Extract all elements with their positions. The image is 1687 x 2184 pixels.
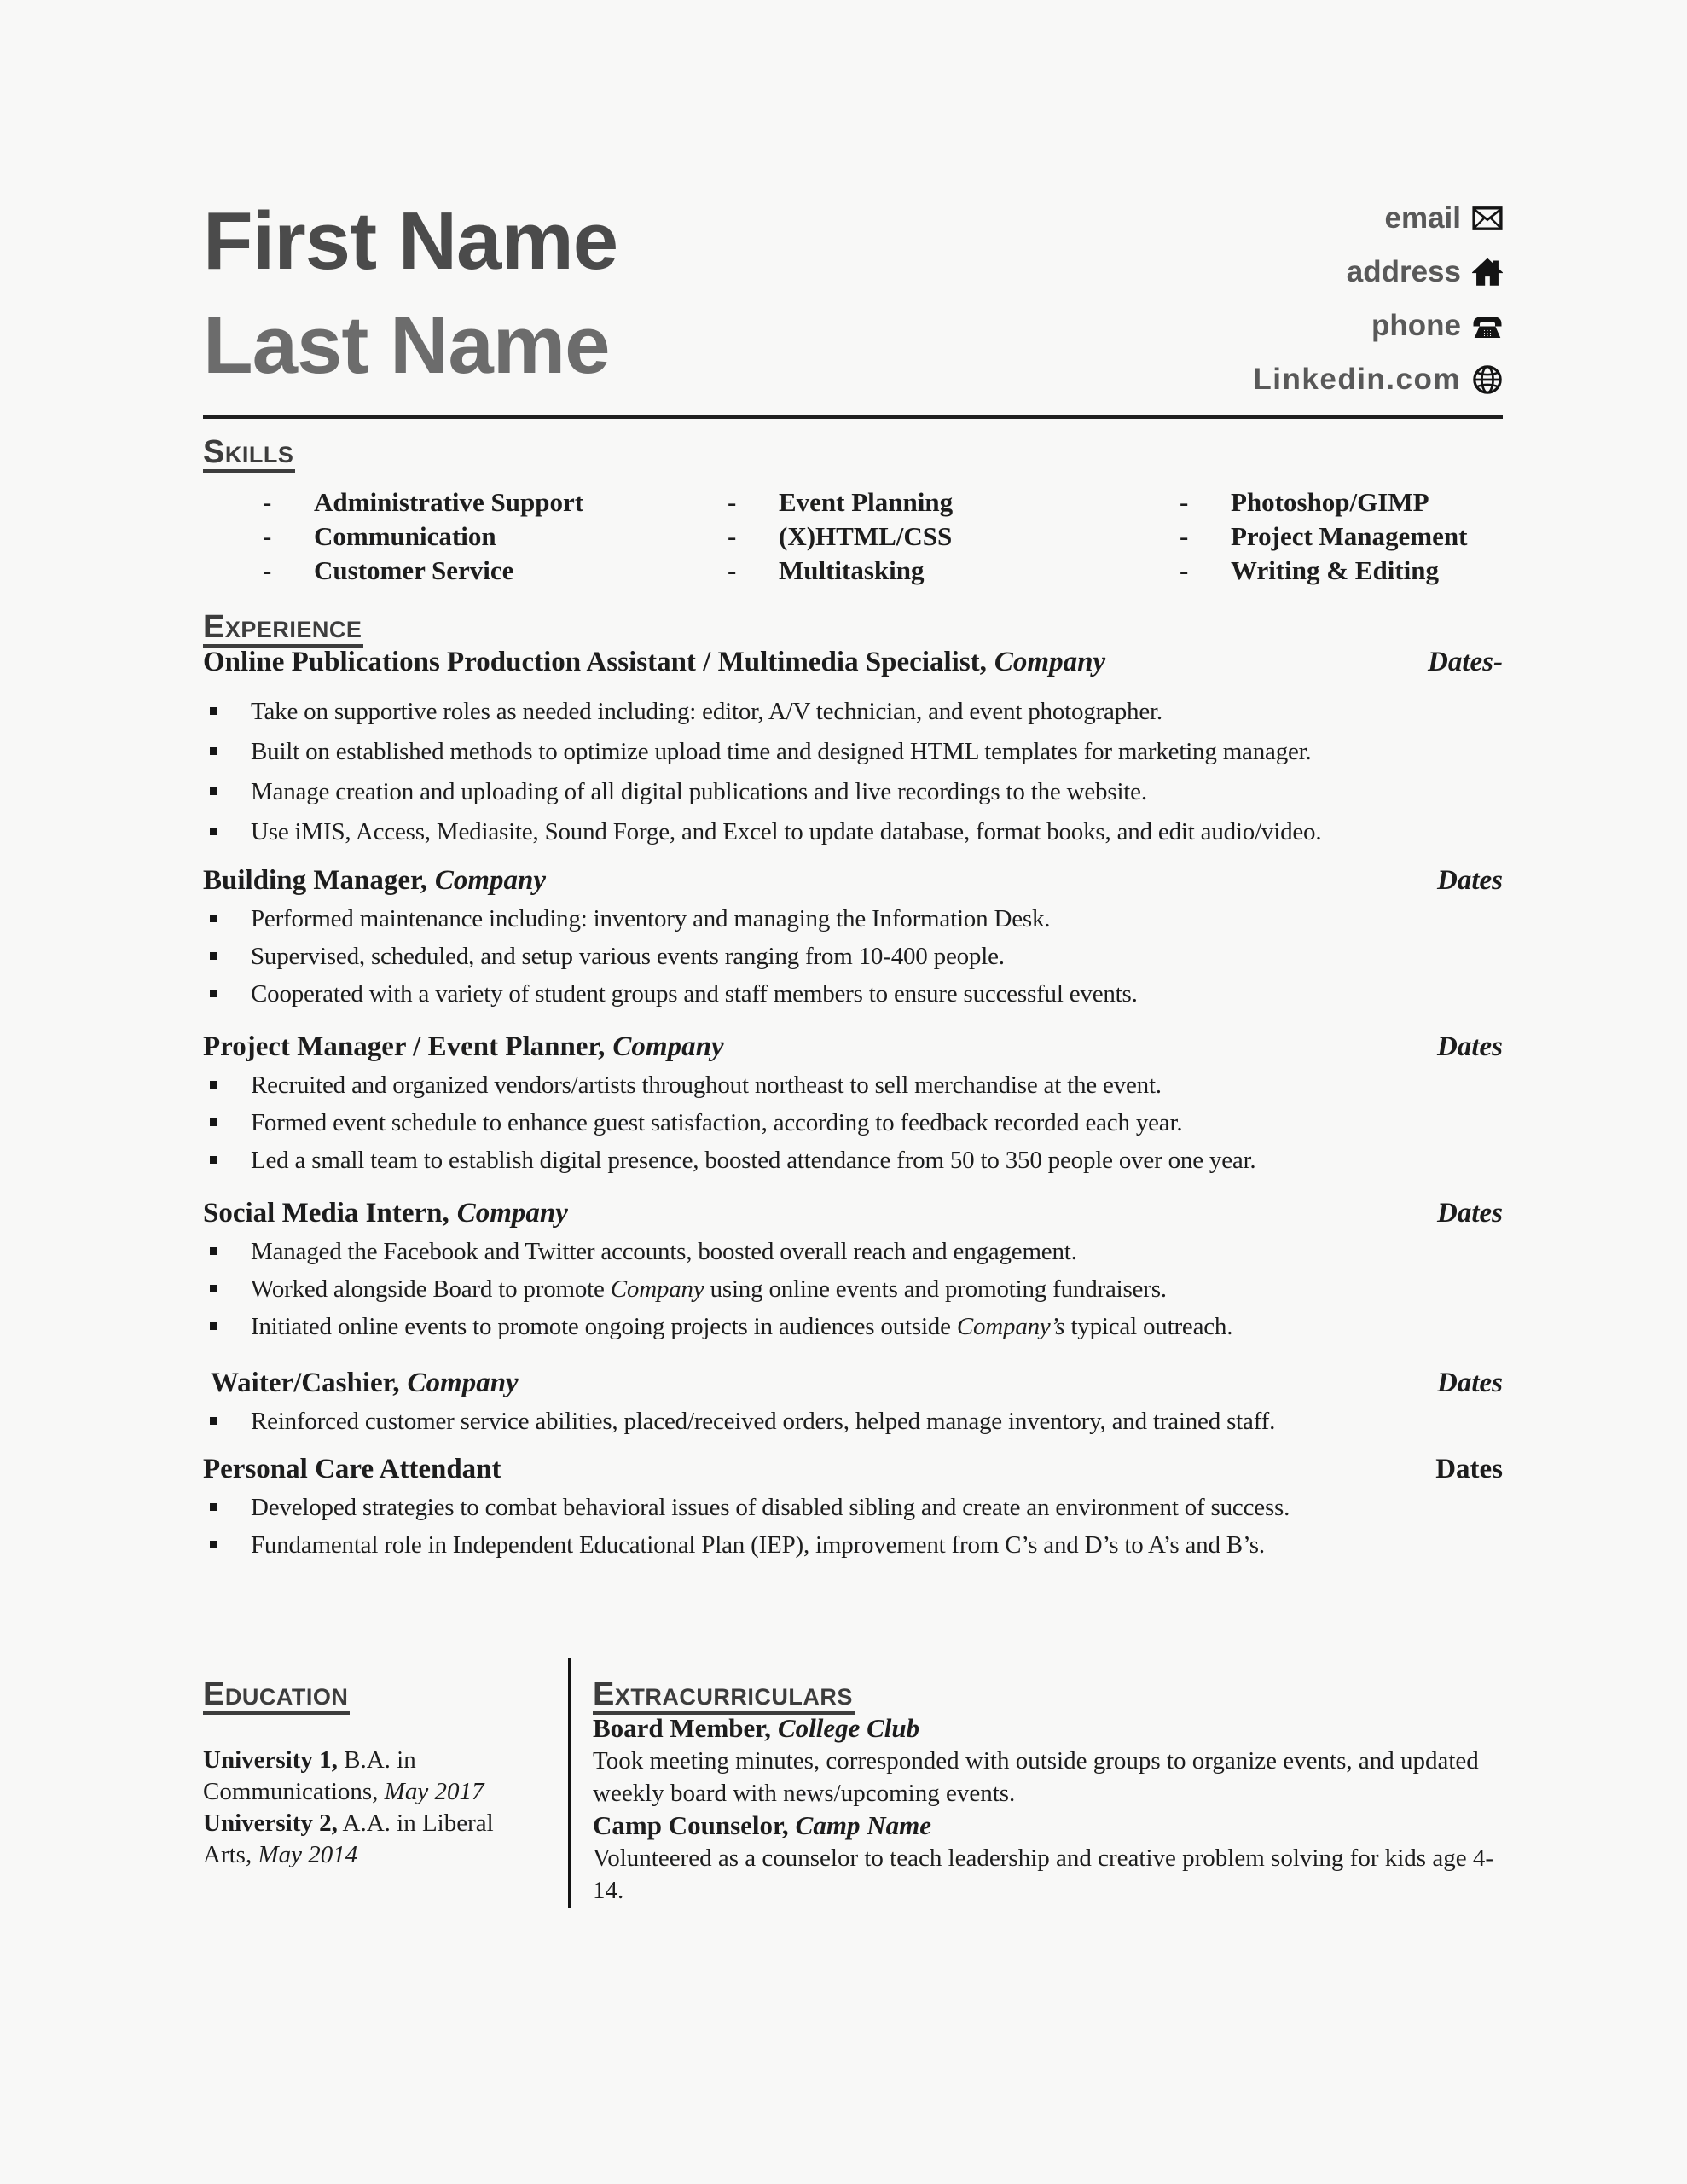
contact-block <box>1253 191 1503 406</box>
dash-bullet-icon: - <box>1180 521 1189 551</box>
job-entry <box>203 862 1503 1013</box>
job-entry <box>203 1364 1503 1440</box>
job-dates: Dates <box>1437 865 1503 896</box>
skill-column <box>728 485 1180 588</box>
job-dates: Dates <box>1437 1198 1503 1228</box>
job-bullets <box>203 1066 1503 1179</box>
contact-row-phone <box>1253 299 1503 352</box>
extracurricular-org: College Club <box>777 1713 920 1743</box>
dash-bullet-icon: - <box>728 521 737 551</box>
skill-label: Writing & Editing <box>1231 555 1440 585</box>
bullet-text: Reinforced customer service abilities, placed/received orders, helped manage inventory, and trained staff. <box>251 1408 1276 1435</box>
square-bullet-icon <box>210 1417 217 1425</box>
extracurricular-role: Camp Counselor, <box>593 1810 789 1840</box>
dash-bullet-icon: - <box>1180 487 1189 517</box>
square-bullet-icon <box>210 1285 217 1292</box>
job-title: Personal Care Attendant <box>203 1454 501 1484</box>
bullet-item <box>203 1403 1503 1440</box>
job-entry <box>203 643 1503 852</box>
job-company: Company <box>612 1031 724 1062</box>
extracurriculars-heading: Extracurriculars <box>593 1677 855 1715</box>
experience-jobs <box>203 643 1503 1564</box>
job-title: Online Publications Production Assistant / Multimedia Specialist, <box>203 647 987 677</box>
extracurricular-description: Volunteered as a counselor to teach leadership and creative problem solving for kids age 4-14. <box>593 1844 1493 1904</box>
bullet-text: Led a small team to establish digital presence, boosted attendance from 50 to 350 people over one year. <box>251 1147 1256 1174</box>
bullet-text: Recruited and organized vendors/artists throughout northeast to sell merchandise at the event. <box>251 1072 1162 1099</box>
square-bullet-icon <box>210 915 217 922</box>
bullet-item <box>203 1141 1503 1179</box>
education-date: May 2017 <box>384 1778 484 1805</box>
job-title: Waiter/Cashier, <box>211 1368 400 1398</box>
square-bullet-icon <box>210 1081 217 1089</box>
job-entry <box>203 1028 1503 1179</box>
skill-label: Administrative Support <box>314 487 584 517</box>
square-bullet-icon <box>210 1541 217 1548</box>
bullet-item <box>203 1308 1503 1345</box>
skill-label: Multitasking <box>779 555 925 585</box>
extracurriculars-section <box>593 1677 1503 1908</box>
dash-bullet-icon: - <box>263 487 272 517</box>
square-bullet-icon <box>210 1118 217 1126</box>
bullet-item <box>203 938 1503 975</box>
bullet-item <box>203 812 1503 852</box>
bullet-item <box>203 1104 1503 1141</box>
job-entry <box>203 1194 1503 1345</box>
job-header <box>203 1364 1503 1403</box>
skill-item <box>263 554 728 588</box>
job-header <box>203 1194 1503 1233</box>
experience-heading: Experience <box>203 610 363 648</box>
bullet-item <box>203 1066 1503 1104</box>
job-dates: Dates <box>1437 1031 1503 1062</box>
bullet-item <box>203 1270 1503 1308</box>
skills-heading: Skills <box>203 435 295 473</box>
education-body: University 1, B.A. in Communications, May 2017 University 2, A.A. in Liberal Arts, May 2014 <box>203 1746 494 1868</box>
bullet-text: Take on supportive roles as needed including: editor, A/V technician, and event photographer. <box>251 698 1162 725</box>
job-bullets <box>203 692 1503 852</box>
square-bullet-icon <box>210 828 217 835</box>
square-bullet-icon <box>210 747 217 755</box>
skill-item <box>1180 554 1503 588</box>
skill-label: Project Management <box>1231 521 1468 551</box>
extracurricular-org: Camp Name <box>795 1810 931 1840</box>
bullet-text: Formed event schedule to enhance guest satisfaction, according to feedback recorded each year. <box>251 1109 1183 1136</box>
phone-icon <box>1472 311 1503 341</box>
dash-bullet-icon: - <box>263 521 272 551</box>
bullet-item <box>203 900 1503 938</box>
square-bullet-icon <box>210 1156 217 1164</box>
bullet-text: Cooperated with a variety of student groups and staff members to ensure successful events. <box>251 980 1138 1008</box>
bullet-text: Fundamental role in Independent Educational Plan (IEP), improvement from C’s and D’s to A’s and B’s. <box>251 1531 1265 1559</box>
bullet-text: Built on established methods to optimize upload time and designed HTML templates for marketing manager. <box>251 738 1312 765</box>
education-school: University 2, <box>203 1809 338 1837</box>
dash-bullet-icon: - <box>1180 555 1189 585</box>
skill-item <box>263 520 728 554</box>
job-bullets <box>203 1233 1503 1345</box>
square-bullet-icon <box>210 990 217 997</box>
bullet-item <box>203 1233 1503 1270</box>
bullet-item <box>203 732 1503 772</box>
dash-bullet-icon: - <box>728 487 737 517</box>
square-bullet-icon <box>210 952 217 960</box>
education-heading: Education <box>203 1677 350 1715</box>
job-title: Building Manager, <box>203 865 427 896</box>
job-header <box>203 1450 1503 1489</box>
extracurricular-entries <box>593 1712 1503 1907</box>
contact-row-linkedin[interactable] <box>1253 352 1503 406</box>
square-bullet-icon <box>210 787 217 795</box>
skill-label: (X)HTML/CSS <box>779 521 953 551</box>
bullet-text: Worked alongside Board to promote Company using online events and promoting fundraisers. <box>251 1275 1167 1303</box>
address-label: address <box>1346 254 1461 288</box>
dash-bullet-icon: - <box>263 555 272 585</box>
job-title: Social Media Intern, <box>203 1198 449 1228</box>
extracurricular-description: Took meeting minutes, corresponded with outside groups to organize events, and updated weekly board with news/upcoming events. <box>593 1747 1479 1807</box>
skill-label: Event Planning <box>779 487 954 517</box>
extracurricular-entry <box>593 1712 1503 1809</box>
bottom-section <box>203 1677 1503 1908</box>
contact-row-email <box>1253 191 1503 245</box>
extracurricular-entry <box>593 1809 1503 1907</box>
job-bullets <box>203 1489 1503 1564</box>
job-title: Project Manager / Event Planner, <box>203 1031 606 1062</box>
column-divider <box>568 1658 571 1908</box>
dash-bullet-icon: - <box>728 555 737 585</box>
square-bullet-icon <box>210 707 217 715</box>
education-school: University 1, <box>203 1746 338 1774</box>
square-bullet-icon <box>210 1247 217 1255</box>
skill-item <box>1180 485 1503 520</box>
education-date: May 2014 <box>258 1841 358 1868</box>
address-home-icon <box>1472 257 1503 288</box>
job-company: Company <box>434 865 547 896</box>
skill-column <box>1180 485 1503 588</box>
skills-columns <box>203 485 1503 588</box>
job-company: Company <box>456 1198 568 1228</box>
square-bullet-icon <box>210 1322 217 1330</box>
bullet-item <box>203 975 1503 1013</box>
header <box>203 189 1503 415</box>
job-entry <box>203 1450 1503 1564</box>
square-bullet-icon <box>210 1503 217 1511</box>
bullet-text: Manage creation and uploading of all digital publications and live recordings to the website. <box>251 778 1147 805</box>
job-header <box>203 643 1503 682</box>
bullet-text: Use iMIS, Access, Mediasite, Sound Forge, and Excel to update database, format books, and edit audio/video. <box>251 818 1322 845</box>
last-name: Last Name <box>203 299 610 391</box>
job-header <box>203 1028 1503 1066</box>
contact-row-address <box>1253 245 1503 299</box>
education-section <box>203 1677 544 1908</box>
extracurricular-role: Board Member, <box>593 1713 771 1743</box>
skill-label: Communication <box>314 521 496 551</box>
bullet-item <box>203 1489 1503 1526</box>
bullet-item <box>203 772 1503 812</box>
bullet-item <box>203 692 1503 732</box>
skill-item <box>728 520 1180 554</box>
skill-item <box>263 485 728 520</box>
bullet-text: Supervised, scheduled, and setup various events ranging from 10-400 people. <box>251 943 1005 970</box>
email-label: email <box>1384 200 1461 235</box>
job-company: Company <box>994 647 1106 677</box>
job-dates: Dates- <box>1428 647 1503 677</box>
skill-column <box>263 485 728 588</box>
job-bullets <box>203 1403 1503 1440</box>
skill-label: Photoshop/GIMP <box>1231 487 1429 517</box>
job-header <box>203 862 1503 900</box>
job-dates: Dates <box>1437 1368 1503 1398</box>
job-bullets <box>203 900 1503 1013</box>
globe-icon <box>1472 364 1503 395</box>
skill-item <box>728 554 1180 588</box>
first-name: First Name <box>203 195 618 287</box>
bullet-text: Managed the Facebook and Twitter accounts, boosted overall reach and engagement. <box>251 1238 1077 1265</box>
skill-item <box>1180 520 1503 554</box>
email-envelope-icon <box>1472 206 1503 231</box>
skill-label: Customer Service <box>314 555 514 585</box>
skill-item <box>728 485 1180 520</box>
job-dates: Dates <box>1435 1454 1503 1484</box>
phone-label: phone <box>1371 308 1461 342</box>
bullet-text: Developed strategies to combat behavioral issues of disabled sibling and create an environment of success. <box>251 1494 1290 1521</box>
bullet-text: Performed maintenance including: inventory and managing the Information Desk. <box>251 905 1051 932</box>
linkedin-label[interactable]: Linkedin.com <box>1253 362 1461 396</box>
job-company: Company <box>407 1368 519 1398</box>
bullet-item <box>203 1526 1503 1564</box>
bullet-text: Initiated online events to promote ongoing projects in audiences outside Company’s typical outreach. <box>251 1313 1233 1340</box>
